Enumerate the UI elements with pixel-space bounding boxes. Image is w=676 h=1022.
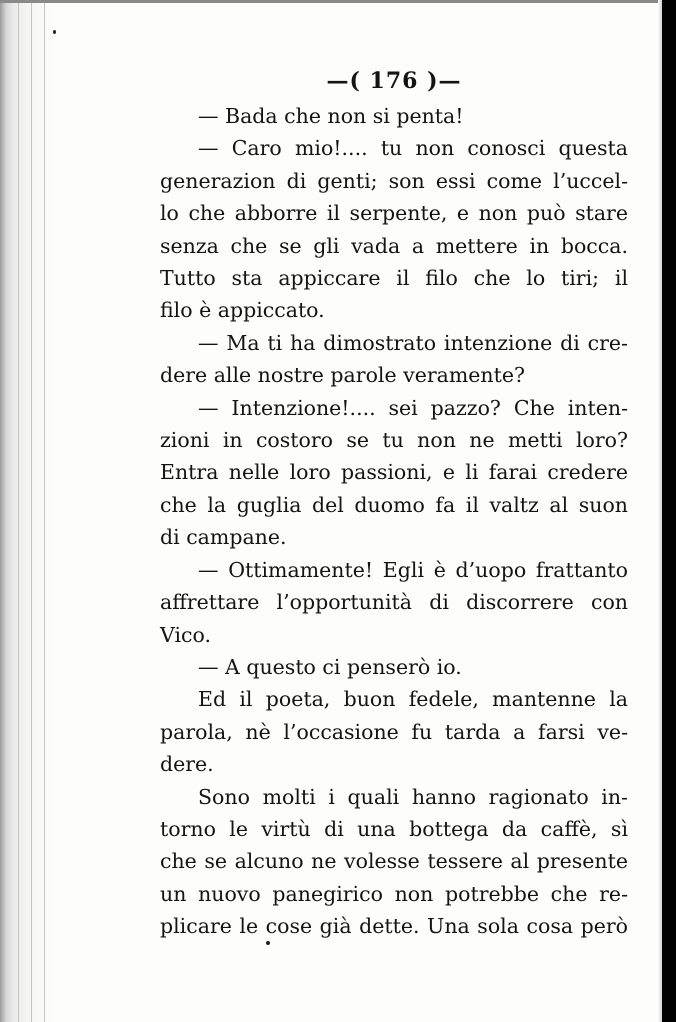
text-line: Vico. bbox=[160, 622, 211, 647]
gutter-line bbox=[31, 0, 32, 1022]
page-text bbox=[160, 62, 628, 943]
text-line: torno le virtù di una bottega da caffè, sì bbox=[160, 816, 628, 841]
text-line: che se alcuno ne volesse tessere al presente bbox=[160, 849, 628, 874]
text-line: generazion di genti; son essi come l’uccel- bbox=[160, 168, 628, 193]
text-line: Tutto sta appiccare il filo che lo tiri; il bbox=[160, 266, 628, 291]
text-line: un nuovo panegirico non potrebbe che re- bbox=[160, 881, 628, 906]
text-line: filo è appiccato. bbox=[160, 298, 325, 323]
top-edge bbox=[0, 0, 676, 3]
text-line: dere alle nostre parole veramente? bbox=[160, 363, 525, 388]
text-line: — Ma ti ha dimostrato intenzione di cre- bbox=[198, 330, 628, 355]
text-line: — Caro mio!.... tu non conosci questa bbox=[198, 136, 628, 161]
text-line: — A questo ci penserò io. bbox=[198, 654, 462, 679]
text-line: plicare le cose già dette. Una sola cosa però bbox=[160, 914, 628, 939]
text-line: Ed il poeta, buon fedele, mantenne la bbox=[198, 687, 628, 712]
right-edge bbox=[662, 0, 676, 1022]
text-line: senza che se gli vada a mettere in bocca. bbox=[160, 233, 628, 258]
text-line: — Bada che non si penta! bbox=[198, 104, 464, 128]
ink-speck bbox=[53, 30, 56, 34]
text-line: che la guglia del duomo fa il valtz al suon bbox=[160, 492, 628, 517]
text-line: dere. bbox=[160, 752, 214, 777]
text-line: di campane. bbox=[160, 525, 287, 550]
text-line: Sono molti i quali hanno ragionato in- bbox=[198, 784, 628, 809]
text-line: — Ottimamente! Egli è d’uopo frattanto bbox=[198, 557, 628, 582]
text-line: lo che abborre il serpente, e non può stare bbox=[160, 201, 628, 226]
text-line: affrettare l’opportunità di discorrere con bbox=[160, 590, 628, 615]
gutter-line bbox=[44, 0, 45, 1022]
gutter-line bbox=[18, 0, 19, 1022]
page-number: —( 176 )— bbox=[326, 68, 462, 94]
text-lines bbox=[160, 100, 628, 943]
text-line: parola, nè l’occasione fu tarda a farsi ve- bbox=[160, 719, 628, 744]
text-line: zioni in costoro se tu non ne metti loro? bbox=[160, 428, 628, 453]
text-line: — Intenzione!.... sei pazzo? Che inten- bbox=[198, 395, 628, 420]
text-line: Entra nelle loro passioni, e li farai credere bbox=[160, 460, 628, 485]
